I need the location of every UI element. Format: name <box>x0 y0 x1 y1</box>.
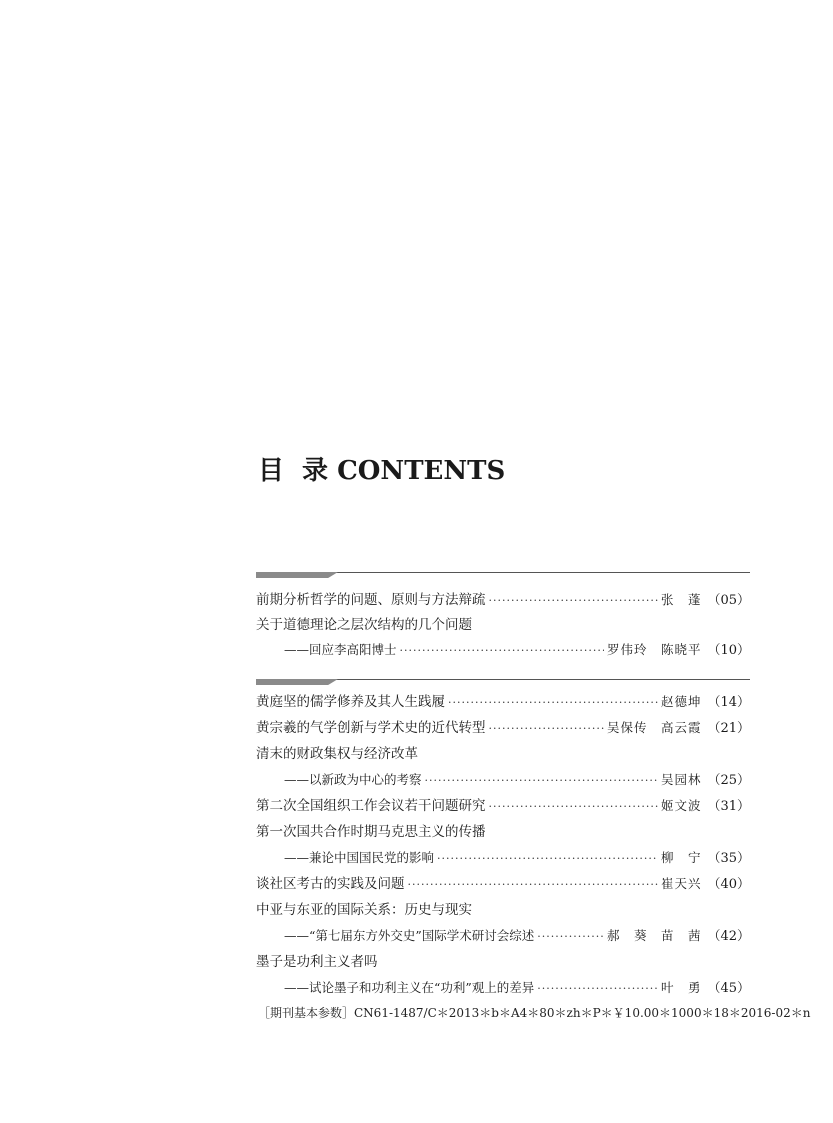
toc-entry-author: 崔天兴 <box>660 876 702 891</box>
toc-entry-page: （40） <box>707 877 750 892</box>
toc-entry-author: 郝 葵 苗 茜 <box>606 928 702 943</box>
toc-entry-author: 柳 宁 <box>660 850 702 865</box>
section-divider-1 <box>256 572 750 581</box>
toc-entry[interactable] <box>256 691 750 713</box>
leader-dots <box>537 926 604 948</box>
toc-entry-page: （21） <box>707 721 750 736</box>
toc-entry-author: 吴园林 <box>660 772 702 787</box>
leader-dots <box>425 770 658 792</box>
toc-entry-page: （05） <box>707 593 750 608</box>
toc-entry[interactable] <box>256 873 750 895</box>
toc-entry-subtitle-line[interactable] <box>284 925 750 947</box>
toc-entry-page: （31） <box>707 799 750 814</box>
leader-dots <box>408 874 658 896</box>
toc-entry-title: 前期分析哲学的问题、原则与方法辩疏 <box>256 592 486 608</box>
toc-entry-title: 墨子是功利主义者吗 <box>256 954 378 970</box>
toc-entry-page: （35） <box>707 851 750 866</box>
toc-entry-author: 罗伟玲 陈晓平 <box>606 642 702 657</box>
toc-entry-author: 张 蓬 <box>660 592 702 607</box>
leader-dots <box>437 848 658 870</box>
toc-entry-title: 关于道德理论之层次结构的几个问题 <box>256 617 472 633</box>
section-divider-2 <box>256 679 750 688</box>
toc-entry-author: 叶 勇 <box>660 980 702 995</box>
leader-dots <box>400 640 604 662</box>
toc-entry-subtitle: ——兼论中国国民党的影响 <box>284 850 435 865</box>
toc-entry-author: 赵德坤 <box>660 694 702 709</box>
toc-entry[interactable] <box>256 795 750 817</box>
toc-entry-page: （14） <box>707 695 750 710</box>
toc-entry-title: 中亚与东亚的国际关系：历史与现实 <box>256 902 472 918</box>
title-cn-lu: 录 <box>302 456 329 486</box>
toc-entry[interactable] <box>256 589 750 611</box>
toc-entry-page: （45） <box>707 981 750 996</box>
leader-dots <box>489 590 658 612</box>
toc-entry[interactable] <box>256 614 750 636</box>
leader-dots <box>489 796 658 818</box>
toc-entry[interactable] <box>256 899 750 921</box>
toc-entry-subtitle-line[interactable] <box>284 769 750 791</box>
toc-entry-title: 黄宗羲的气学创新与学术史的近代转型 <box>256 720 486 736</box>
toc-entry-subtitle-line[interactable] <box>284 639 750 661</box>
title-en: CONTENTS <box>337 456 506 486</box>
toc-entry-page: （10） <box>707 643 750 658</box>
toc-entry-subtitle: ——“第七届东方外交史”国际学术研讨会综述 <box>284 928 535 943</box>
leader-dots <box>489 718 604 740</box>
toc-entry-title: 清末的财政集权与经济改革 <box>256 746 418 762</box>
leader-dots <box>448 692 658 714</box>
toc-entry-page: （42） <box>707 929 750 944</box>
toc-entry-subtitle: ——以新政为中心的考察 <box>284 772 422 787</box>
toc-entry-subtitle: ——试论墨子和功利主义在“功利”观上的差异 <box>284 980 535 995</box>
contents-title <box>258 450 505 487</box>
toc-entry-subtitle: ——回应李高阳博士 <box>284 642 397 657</box>
toc-entry-subtitle-line[interactable] <box>284 977 750 999</box>
toc-entry[interactable] <box>256 951 750 973</box>
toc-entry-title: 第一次国共合作时期马克思主义的传播 <box>256 824 486 840</box>
toc-entry-title: 谈社区考古的实践及问题 <box>256 876 405 892</box>
toc-entry-title: 黄庭坚的儒学修养及其人生践履 <box>256 694 445 710</box>
toc-entry-author: 吴保传 高云霞 <box>606 720 702 735</box>
toc-entry[interactable] <box>256 821 750 843</box>
title-cn-mu: 目 <box>258 456 285 486</box>
toc-entry-title: 第二次全国组织工作会议若干问题研究 <box>256 798 486 814</box>
toc-entry-page: （25） <box>707 773 750 788</box>
toc-entry-subtitle-line[interactable] <box>284 847 750 869</box>
toc-entry-author: 姬文波 <box>660 798 702 813</box>
journal-params: ［期刊基本参数］CN61-1487/C＊2013＊b＊A4＊80＊zh＊P＊￥10.00＊1000＊18＊2016-02＊n <box>258 1006 811 1020</box>
toc-entry[interactable] <box>256 717 750 739</box>
toc-entry[interactable] <box>256 743 750 765</box>
leader-dots <box>537 978 658 1000</box>
